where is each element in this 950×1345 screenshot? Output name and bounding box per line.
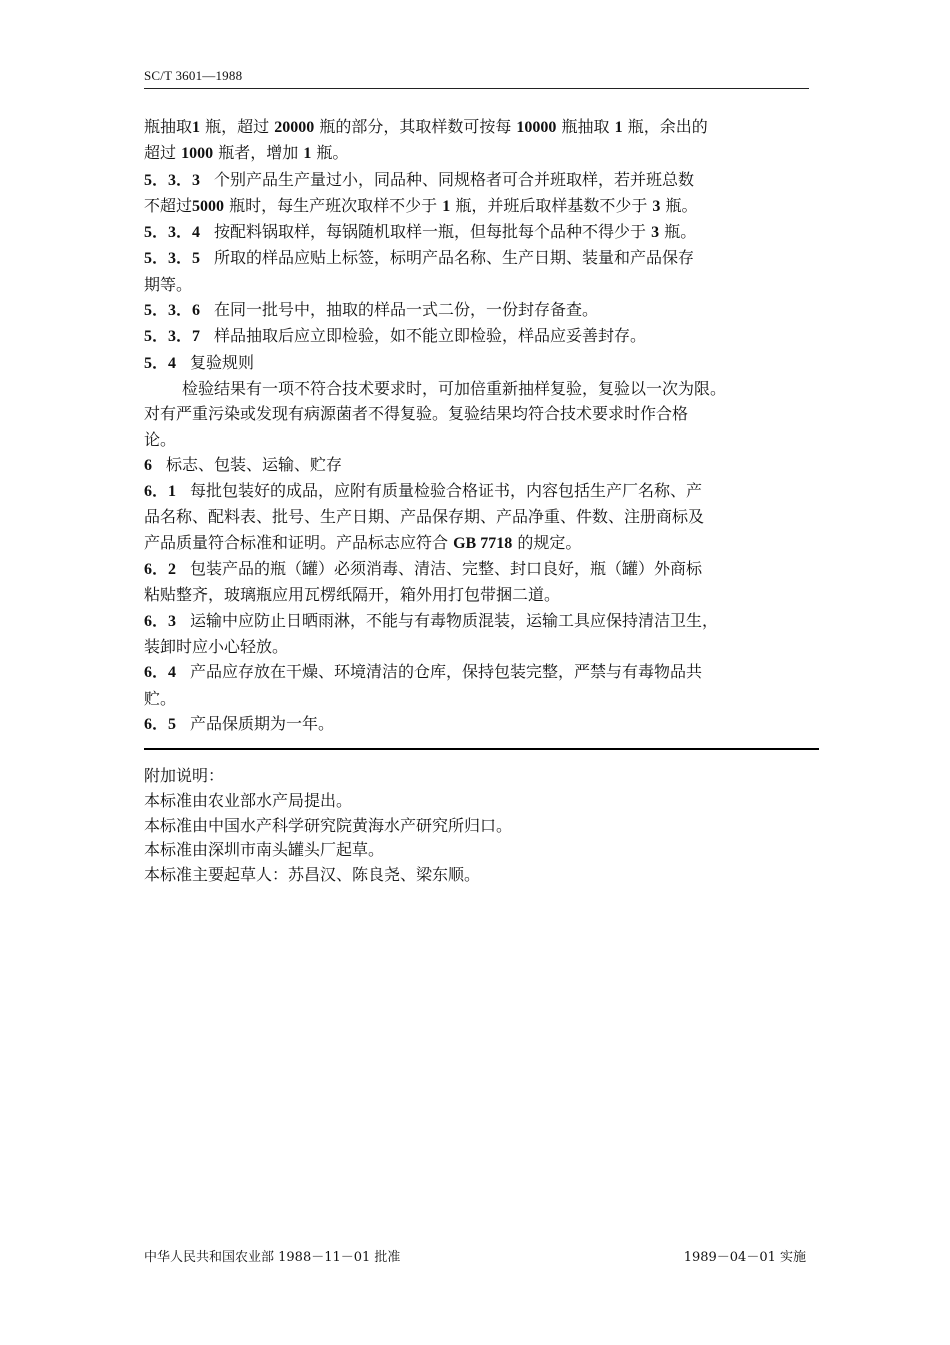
notes-line: 本标准由中国水产科学研究院黄海水产研究所归口。	[144, 815, 513, 835]
clause-6-3: 6．3 运输中应防止日晒雨淋，不能与有毒物质混装，运输工具应保持清洁卫生，	[144, 610, 719, 630]
clause-5-3-5-line-2: 期等。	[144, 274, 193, 294]
paragraph-continuation-line-2: 超过 1000 瓶者，增加 1 瓶。	[144, 143, 349, 163]
clause-number: 5．3．6	[144, 302, 201, 320]
approval-date: 中华人民共和国农业部 1988－11－01 批准	[144, 1250, 401, 1265]
clause-5-3-6: 5．3．6 在同一批号中，抽取的样品一式二份，一份封存备查。	[144, 300, 599, 320]
additional-notes	[144, 764, 784, 888]
section-6-heading: 6 标志、包装、运输、贮存	[144, 454, 343, 474]
header-rule	[144, 88, 809, 89]
section-5-4-line-1: 检验结果有一项不符合技术要求时，可加倍重新抽样复验，复验以一次为限。	[182, 378, 727, 398]
clause-number: 5．3．5	[144, 250, 201, 268]
implementation-date: 1989－04－01 实施	[683, 1250, 806, 1265]
notes-line: 本标准主要起草人：苏昌汉、陈良尧、梁东顺。	[144, 865, 481, 885]
section-5-4-line-3: 论。	[144, 429, 177, 449]
clause-5-3-3-line-2: 不超过5000 瓶时，每生产班次取样不少于 1 瓶，并班后取样基数不少于 3 瓶。	[144, 195, 698, 215]
notes-line: 本标准由农业部水产局提出。	[144, 790, 353, 810]
clause-6-4: 6．4 产品应存放在干燥、环境清洁的仓库，保持包装完整，严禁与有毒物品共	[144, 662, 703, 682]
clause-6-1-line-2: 品名称、配料表、批号、生产日期、产品保存期、产品净重、件数、注册商标及	[144, 507, 705, 527]
clause-number: 5．3．3	[144, 171, 201, 189]
clause-number: 6．1	[144, 483, 177, 501]
clause-number: 6．5	[144, 715, 177, 733]
clause-6-1-line-3: 产品质量符合标准和证明。产品标志应符合 GB 7718 的规定。	[144, 532, 582, 552]
notes-line: 本标准由深圳市南头罐头厂起草。	[144, 840, 385, 860]
clause-6-4-line-2: 贮。	[144, 688, 177, 708]
notes-title: 附加说明：	[144, 766, 225, 785]
clause-number: 5．3．7	[144, 328, 201, 346]
clause-5-3-3: 5．3．3 个别产品生产量过小，同品种、同规格者可合并班取样，若并班总数	[144, 169, 695, 189]
clause-6-1: 6．1 每批包装好的成品，应附有质量检验合格证书，内容包括生产厂名称、产	[144, 481, 703, 501]
clause-number: 6．3	[144, 612, 177, 630]
clause-6-3-line-2: 装卸时应小心轻放。	[144, 636, 289, 656]
paragraph-continuation-line-1: 瓶抽取1 瓶，超过 20000 瓶的部分，其取样数可按每 10000 瓶抽取 1 瓶，余出的	[144, 117, 708, 136]
section-5-4-heading: 5．4 复验规则	[144, 352, 255, 372]
standard-code: SC/T 3601—1988	[144, 68, 243, 83]
section-5-4-line-2: 对有严重污染或发现有病源菌者不得复验。复验结果均符合技术要求时作合格	[144, 404, 689, 424]
clause-6-2: 6．2 包装产品的瓶（罐）必须消毒、清洁、完整、封口良好，瓶（罐）外商标	[144, 559, 703, 579]
clause-6-5: 6．5 产品保质期为一年。	[144, 713, 335, 733]
clause-number: 5．3．4	[144, 224, 201, 242]
clause-number: 6．2	[144, 561, 177, 579]
clause-5-3-7: 5．3．7 样品抽取后应立即检验，如不能立即检验，样品应妥善封存。	[144, 326, 647, 346]
clause-number: 5．4	[144, 354, 177, 372]
document-body	[144, 114, 810, 737]
end-of-text-rule	[144, 748, 819, 750]
clause-5-3-4: 5．3．4 按配料锅取样，每锅随机取样一瓶，但每批每个品种不得少于 3 瓶。	[144, 222, 697, 242]
clause-6-2-line-2: 粘贴整齐，玻璃瓶应用瓦楞纸隔开，箱外用打包带捆二道。	[144, 585, 561, 605]
clause-5-3-5: 5．3．5 所取的样品应贴上标签，标明产品名称、生产日期、装量和产品保存	[144, 248, 695, 268]
clause-number: 6．4	[144, 664, 177, 682]
clause-number: 6	[144, 456, 152, 474]
